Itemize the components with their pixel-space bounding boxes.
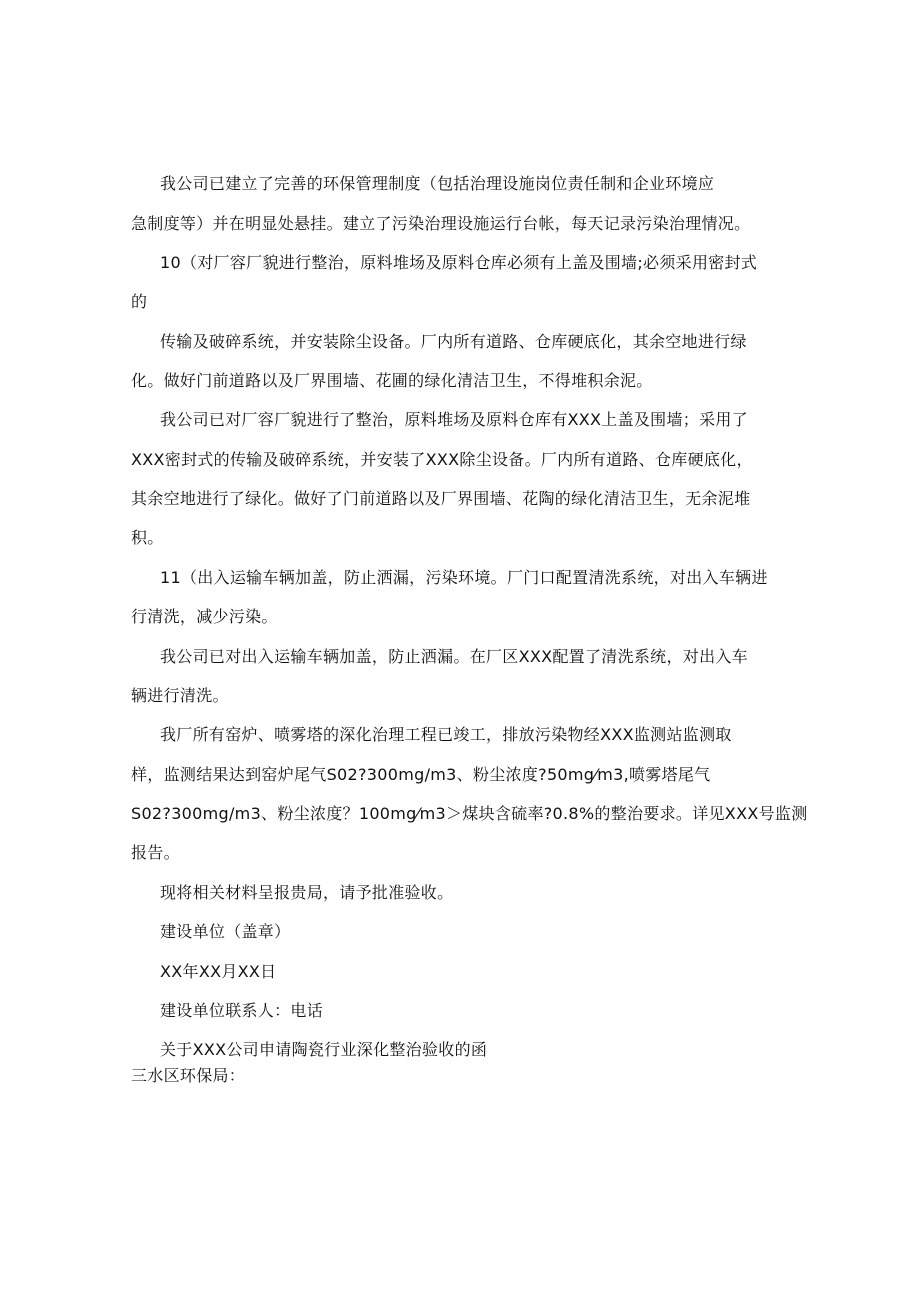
text-line: 传输及破碎系统，并安装除尘设备。厂内所有道路、仓库硬底化，其余空地进行绿 bbox=[160, 332, 747, 351]
text-line: 样，监测结果达到窑炉尾气S02?300mg/m3、粉尘浓度?50mg⁄m3,喷雾塔尾气 bbox=[131, 765, 711, 784]
text-line: 积。 bbox=[131, 528, 164, 547]
text-line: XXX密封式的传输及破碎系统，并安装了XXX除尘设备。厂内所有道路、仓库硬底化， bbox=[131, 450, 753, 469]
letter-title: 关于XXX公司申请陶瓷行业深化整治验收的函 bbox=[160, 1040, 488, 1059]
text-line: 10（对厂容厂貌进行整治，原料堆场及原料仓库必须有上盖及围墙;必须采用密封式 bbox=[160, 253, 758, 272]
text-line: 我公司已对厂容厂貌进行了整治，原料堆场及原料仓库有XXX上盖及围墙；采用了 bbox=[160, 410, 748, 429]
text-line: 我厂所有窑炉、喷雾塔的深化治理工程已竣工，排放污染物经XXX监测站监测取 bbox=[160, 725, 732, 744]
text-line: 现将相关材料呈报贵局，请予批准验收。 bbox=[160, 883, 454, 902]
text-line: 报告。 bbox=[131, 843, 180, 862]
text-line: 建设单位联系人：电话 bbox=[160, 1001, 324, 1020]
addressee: 三水区环保局： bbox=[131, 1066, 246, 1085]
text-line: 11（出入运输车辆加盖，防止洒漏，污染环境。厂门口配置清洗系统，对出入车辆进 bbox=[160, 568, 768, 587]
text-line: 辆进行清洗。 bbox=[131, 686, 229, 705]
text-line: 的 bbox=[131, 292, 148, 311]
text-line: 其余空地进行了绿化。做好了门前道路以及厂界围墙、花陶的绿化清洁卫生，无余泥堆 bbox=[131, 489, 751, 508]
date-line: XX年XX月XX日 bbox=[160, 962, 277, 981]
text-line: 建设单位（盖章） bbox=[160, 922, 291, 941]
text-line: S02?300mg/m3、粉尘浓度？100mg⁄m3＞煤块含硫率?0.8%的整治要求。详见XXX号监测 bbox=[131, 804, 808, 823]
text-line: 我公司已建立了完善的环保管理制度（包括治理设施岗位责任制和企业环境应 bbox=[160, 174, 715, 193]
text-line: 急制度等）并在明显处悬挂。建立了污染治理设施运行台帐，每天记录污染治理情况。 bbox=[131, 214, 751, 233]
text-line: 化。做好门前道路以及厂界围墙、花圃的绿化清洁卫生，不得堆积余泥。 bbox=[131, 371, 653, 390]
text-line: 行清洗，减少污染。 bbox=[131, 607, 278, 626]
text-line: 我公司已对出入运输车辆加盖，防止洒漏。在厂区XXX配置了清洗系统，对出入车 bbox=[160, 647, 748, 666]
